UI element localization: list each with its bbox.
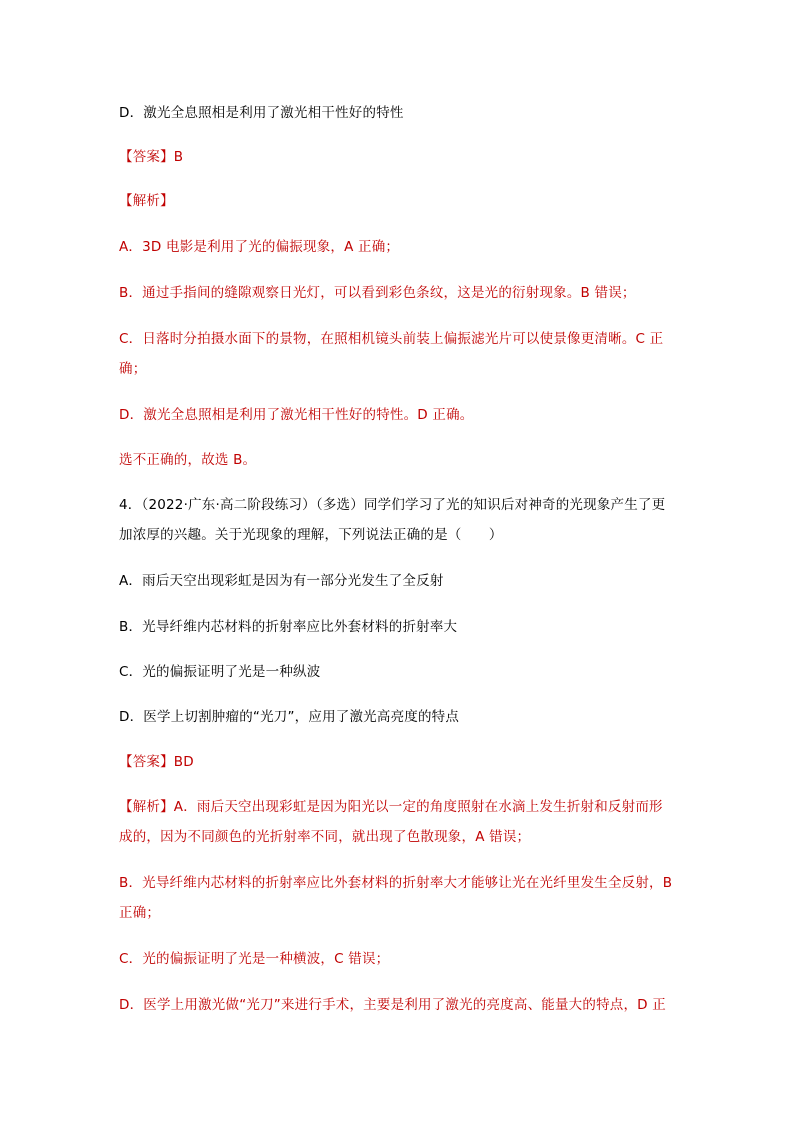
q3-analysis-d: D．激光全息照相是利用了激光相干性好的特性。D 正确。 xyxy=(119,407,474,423)
q4-option-c: C．光的偏振证明了光是一种纵波 xyxy=(119,664,321,680)
q3-analysis-c: C．日落时分拍摄水面下的景物，在照相机镜头前装上偏振滤光片可以使景像更清晰。C 正 xyxy=(119,331,664,347)
q3-analysis-b: B．通过手指间的缝隙观察日光灯，可以看到彩色条纹，这是光的衍射现象。B 错误； xyxy=(119,285,636,301)
q4-option-b: B．光导纤维内芯材料的折射率应比外套材料的折射率大 xyxy=(119,619,458,635)
q4-analysis-d: D．医学上用激光做“光刀”来进行手术，主要是利用了激光的亮度高、能量大的特点，D 正 xyxy=(119,997,666,1013)
q3-analysis-heading: 【解析】 xyxy=(119,193,174,209)
q4-analysis-a: 【解析】A．雨后天空出现彩虹是因为阳光以一定的角度照射在水滴上发生折射和反射而形 xyxy=(119,799,663,815)
q4-analysis-a-cont: 成的，因为不同颜色的光折射率不同，就出现了色散现象，A 错误； xyxy=(119,829,531,845)
q3-conclusion: 选不正确的，故选 B。 xyxy=(119,452,257,468)
q4-stem-line1: 4．（2022·广东·高二阶段练习）（多选）同学们学习了光的知识后对神奇的光现象产生了更 xyxy=(119,497,666,513)
q4-option-d: D．医学上切割肿瘤的“光刀”，应用了激光高亮度的特点 xyxy=(119,709,460,725)
q3-option-d: D．激光全息照相是利用了激光相干性好的特性 xyxy=(119,105,404,121)
q4-analysis-c: C．光的偏振证明了光是一种横波，C 错误； xyxy=(119,951,390,967)
q4-analysis-b-cont: 正确； xyxy=(119,905,161,921)
q4-stem-line2: 加浓厚的兴趣。关于光现象的理解，下列说法正确的是（ ） xyxy=(119,527,503,543)
q3-analysis-a: A．3D 电影是利用了光的偏振现象，A 正确； xyxy=(119,239,400,255)
q3-answer: 【答案】B xyxy=(119,149,184,165)
q3-analysis-c-cont: 确； xyxy=(119,361,147,377)
q4-option-a: A．雨后天空出现彩虹是因为有一部分光发生了全反射 xyxy=(119,573,444,589)
q4-analysis-b: B．光导纤维内芯材料的折射率应比外套材料的折射率大才能够让光在光纤里发生全反射，B xyxy=(119,875,673,891)
q4-answer: 【答案】BD xyxy=(119,754,194,770)
